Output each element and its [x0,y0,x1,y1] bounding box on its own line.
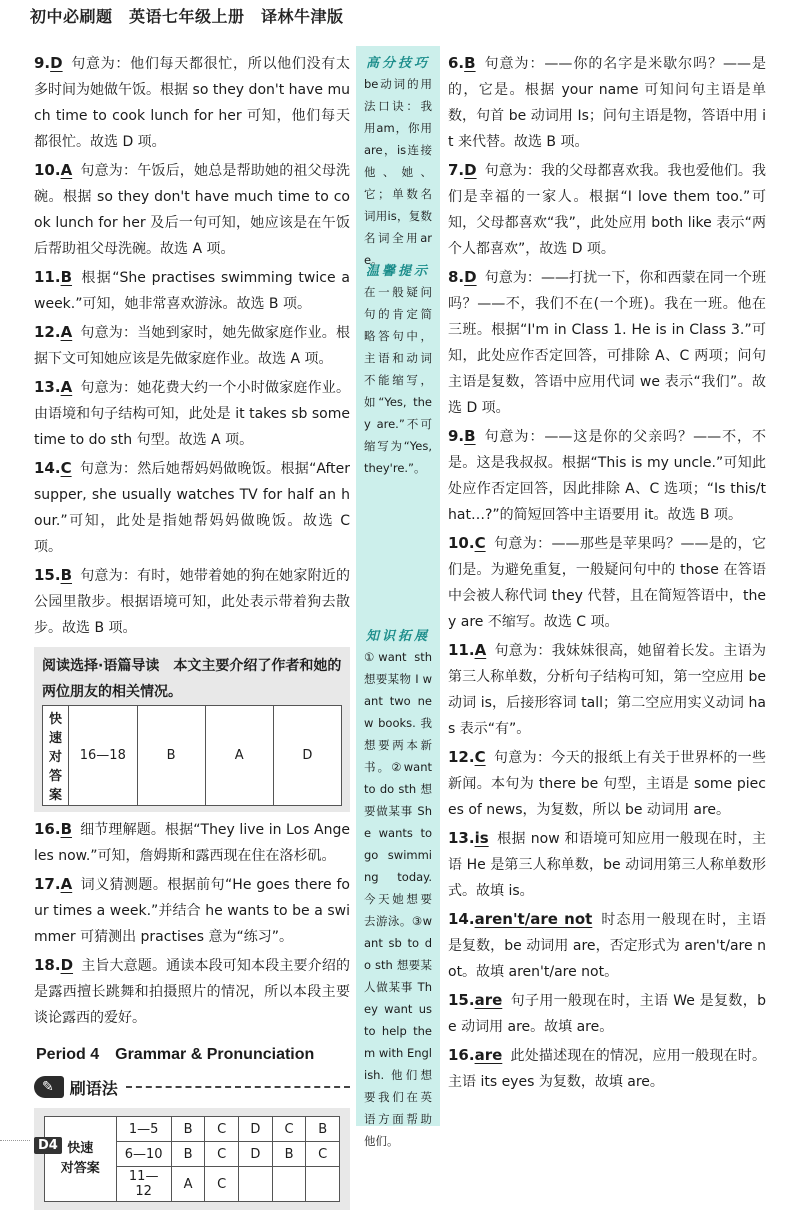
tip-text: 在一般疑问句的肯定简略答句中，主语和动词不能缩写，如“Yes, they are.”不可缩写为“Yes, they're.”。 [364,285,432,475]
tip-heading: 高分技巧 [365,56,430,71]
question-number: 11. [34,268,61,286]
answer-key: D [464,161,477,179]
answer-item [34,455,350,560]
tip-box [356,254,440,619]
question-number: 13. [448,829,475,847]
question-number: 13. [34,378,61,396]
answer-cell: C [205,1117,239,1142]
question-number: 17. [34,875,61,893]
divider [126,1086,350,1088]
question-number: 15. [448,991,475,1009]
reading-box [34,647,350,812]
explanation-text: 句意为：——那些是苹果吗？——是的，它们是。为避免重复，一般疑问句中的 those 在答语中会被人称代词 they 代替，且在简短答语中，they are 不缩写。故选 C 项。 [448,536,766,630]
explanation-text: 根据“She practises swimming twice a week.”可知，她非常喜欢游泳。故选 B 项。 [34,270,350,312]
explanation-text: 主旨大意题。通读本段可知本段主要介绍的是露西擅长跳舞和拍摄照片的情况，所以本段主要谈论露西的爱好。 [34,958,350,1026]
section-banner [34,1072,350,1102]
explanation-text: 句意为：我妹妹很高，她留着长发。主语为第三人称单数，分析句子结构可知，第一空应用 be 动词 is，后接形容词 tall；第二空应用实义动词 has 表示“有”。 [448,643,766,737]
question-number: 11. [448,641,475,659]
explanation-text: 根据 now 和语境可知应用一般现在时，主语 He 是第三人称单数，be 动词用第三人称单数形式。故填 is。 [448,831,766,899]
question-number: 12. [448,748,475,766]
page-header: 初中必刷题 英语七年级上册 译林牛津版 [30,7,344,26]
question-number: 10. [34,161,61,179]
explanation-text: 句意为：午饭后，她总是帮助她的祖父母洗碗。根据 so they don't have much time to cook lunch for her 及后一句可知，她应该是在午饭后帮助祖父母洗碗。故选 A 项。 [34,163,350,257]
answer-cell: D [238,1142,272,1167]
reading-title: 阅读选择·语篇导读 本文主要介绍了作者和她的两位朋友的相关情况。 [42,658,342,700]
answer-key: are [474,991,503,1009]
answer-item [448,825,766,904]
answer-range: 6—10 [116,1142,171,1167]
tip-text: ①want sth 想要某物 I want two new books. 我想要两本新书。②want to do sth 想要做某事 She wants to go swimming today. 今天她想要去游泳。③want sb to do sth 想要某人做某事 They want us to help them with English. 他们想要我们在英语方面帮助他们。 [364,650,432,1148]
tips-column [356,46,440,1148]
answer-item [34,952,350,1031]
page-number: D4 [34,1137,62,1154]
explanation-text: 句意为：——打扰一下，你和西蒙在同一个班吗？——不，我们不在(一个班)。我在一班。他在三班。根据“I'm in Class 1. He is in Class 3.”可知，此处应作否定回答，可排除 A、C 两项；问句主语是复数，答语中应用代词 we 表示“我们”。故选 D 项。 [448,270,766,416]
reading-answer-table [42,705,342,806]
answer-item [34,562,350,641]
tip-text: be动词的用法口诀：我用am，你用are，is连接他、她、它；单数名词用is，复数名词全用are。 [364,77,432,267]
answer-item [34,50,350,155]
right-column [448,50,766,1097]
answer-cell: B [171,1117,205,1142]
explanation-text: 此处描述现在的情况，应用一般现在时。主语 its eyes 为复数，故填 are。 [448,1048,766,1090]
label-line: 对答案 [60,1161,100,1176]
question-number: 12. [34,323,61,341]
answer-range: 11—12 [116,1167,171,1202]
answer-key: B [464,427,476,445]
quick-answer-label: 快速对答案 [43,706,69,806]
label-line: 快速 [67,1141,94,1156]
explanation-text: 细节理解题。根据“They live in Los Angeles now.”可知，詹姆斯和露西现在住在洛杉矶。 [34,822,350,864]
answer-key: is [474,829,489,847]
answer-item [34,374,350,453]
explanation-text: 句意为：——你的名字是米歇尔吗？——是的，它是。根据 your name 可知问句主语是单数，句首 be 动词用 Is；问句主语是物，答语中用 it 来代替。故选 B 项。 [448,56,766,150]
left-column [34,50,350,1210]
question-number: 18. [34,956,61,974]
answer-cell: B [306,1117,340,1142]
answer-cell: B [171,1142,205,1167]
answer-key: A [60,378,73,396]
answer-cell: D [238,1117,272,1142]
answer-key: C [60,459,72,477]
answer-item [448,744,766,823]
explanation-text: 句意为：她花费大约一个小时做家庭作业。由语境和句子结构可知，此处是 it takes sb some time to do sth 句型。故选 A 项。 [34,380,350,448]
answer-cell: B [272,1142,306,1167]
question-number: 10. [448,534,475,552]
tip-box [356,619,440,1152]
answer-cell: C [306,1142,340,1167]
explanation-text: 句意为：然后她帮妈妈做晚饭。根据“After supper, she usually watches TV for half an hour.”可知，此处是指她帮妈妈做晚饭。故选 C 项。 [34,461,350,555]
answer-key: aren't/are not [474,910,593,928]
answer-cell [272,1167,306,1202]
answer-key: B [60,268,73,286]
explanation-text: 句子用一般现在时，主语 We 是复数，be 动词用 are。故填 are。 [448,993,766,1035]
answer-cell: A [171,1167,205,1202]
answer-key: D [464,268,477,286]
divider [0,1140,30,1141]
question-number: 16. [34,820,61,838]
explanation-text: 句意为：他们每天都很忙，所以他们没有太多时间为她做午饭。根据 so they don't have much time to cook lunch for her 可知，他们每天都很忙。故选 D 项。 [34,56,350,150]
answer-key: C [474,748,486,766]
question-number: 8. [448,268,465,286]
answer-range: 16—18 [69,706,138,806]
question-number: 6. [448,54,465,72]
grammar-answer-table [44,1116,340,1202]
explanation-text: 句意为：我的父母都喜欢我。我也爱他们。我们是幸福的一家人。根据“I love them too.”可知，父母都喜欢“我”，此处应用 both like 表示“两个人都喜欢”，故选 D 项。 [448,163,766,257]
explanation-text: 句意为：——这是你的父亲吗？——不，不是。这是我叔叔。根据“This is my uncle.”可知此处应作否定回答，因此排除 A、C 选项；“Is this/that…?”的简短回答中主语要用 it。故选 B 项。 [448,429,766,523]
question-number: 15. [34,566,61,584]
explanation-text: 句意为：今天的报纸上有关于世界杯的一些新闻。本句为 there be 句型，主语是 some pieces of news，为复数，所以 be 动词用 are。 [448,750,766,818]
question-number: 16. [448,1046,475,1064]
section-label: 刷语法 [69,1078,118,1098]
answer-item [448,987,766,1040]
answer-key: are [474,1046,503,1064]
answer-cell: D [273,706,341,806]
answer-key: C [474,534,486,552]
answer-item [34,264,350,317]
answer-cell: C [272,1117,306,1142]
answer-cell: A [205,706,273,806]
explanation-text: 时态用一般现在时，主语是复数，be 动词用 are，否定形式为 aren't/are not。故填 aren't/are not。 [448,912,767,980]
answer-item [448,157,766,262]
question-number: 9. [34,54,51,72]
tip-heading: 温馨提示 [365,264,430,279]
answer-item [34,816,350,869]
answer-range: 1—5 [116,1117,171,1142]
answer-key: D [50,54,63,72]
answer-item [448,264,766,421]
explanation-text: 词义猜测题。根据前句“He goes there four times a week.”并结合 he wants to be a swimmer 可猜测出 practises 意为“练习”。 [34,877,350,945]
answer-item [34,871,350,950]
answer-item [448,906,766,985]
answer-item [448,423,766,528]
answer-key: A [60,323,73,341]
answer-item [34,157,350,262]
answer-key: B [60,820,73,838]
tip-heading: 知识拓展 [365,629,430,644]
answer-key: D [60,956,74,974]
explanation-text: 句意为：当她到家时，她先做家庭作业。根据下文可知她应该是先做家庭作业。故选 A 项。 [34,325,350,367]
quick-answer-label [45,1117,117,1202]
explanation-text: 句意为：有时，她带着她的狗在她家附近的公园里散步。根据语境可知，此处表示带着狗去散步。故选 B 项。 [34,568,350,636]
answer-key: A [60,875,73,893]
answer-cell: C [205,1142,239,1167]
answer-item [34,319,350,372]
brush-icon: ✎ [34,1076,64,1098]
answer-cell: B [137,706,205,806]
question-number: 7. [448,161,465,179]
answer-item [448,1042,766,1095]
answer-item [448,50,766,155]
period-title: Period 4 Grammar & Pronunciation [36,1046,315,1063]
question-number: 14. [34,459,61,477]
answer-cell [238,1167,272,1202]
answer-key: A [474,641,487,659]
answer-cell: C [205,1167,239,1202]
question-number: 14. [448,910,475,928]
quick-answer-box [34,1108,350,1210]
answer-key: B [464,54,476,72]
answer-key: B [60,566,73,584]
tip-box [356,46,440,267]
answer-item [448,530,766,635]
question-number: 9. [448,427,465,445]
answer-key: A [60,161,73,179]
answer-cell [306,1167,340,1202]
answer-item [448,637,766,742]
